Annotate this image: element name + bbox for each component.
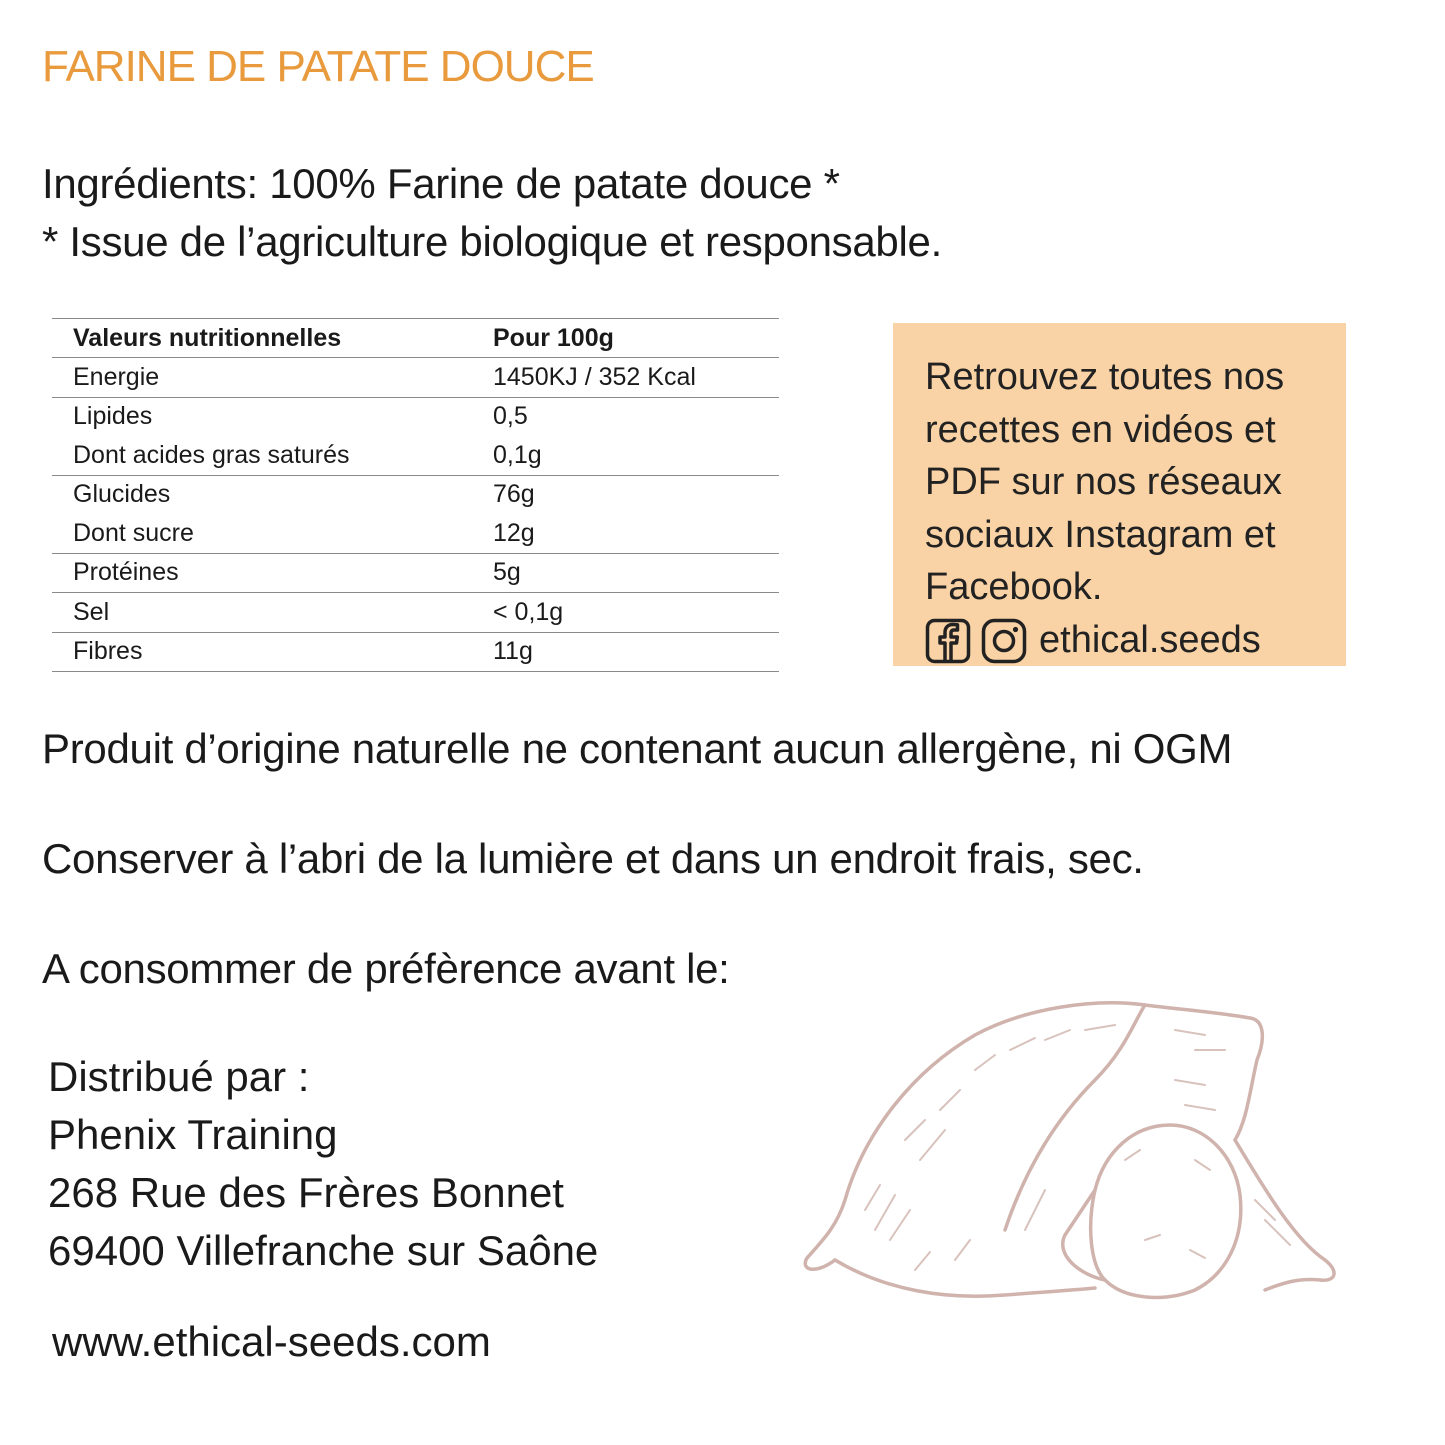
distributor-name: Phenix Training <box>48 1111 338 1158</box>
social-handle: ethical.seeds <box>1039 619 1261 661</box>
table-row <box>52 514 779 553</box>
nutrient-label: Dont acides gras saturés <box>73 440 350 469</box>
nutrient-label: Energie <box>52 358 493 398</box>
nutrient-label: Sel <box>52 593 493 633</box>
nutrient-label: Protéines <box>52 553 493 593</box>
nutrition-table <box>52 318 779 672</box>
organic-note: * Issue de l’agriculture biologique et responsable. <box>42 218 942 265</box>
sweet-potato-illustration <box>795 990 1355 1335</box>
instagram-icon[interactable] <box>981 618 1027 664</box>
promo-text: Retrouvez toutes nos recettes en vidéos et PDF sur nos réseaux sociaux Instagram et Facebook. <box>925 356 1285 608</box>
nutrient-value: 76g <box>493 475 779 514</box>
table-row <box>52 436 779 475</box>
nutrient-value: 5g <box>493 553 779 593</box>
facebook-icon[interactable] <box>925 618 971 664</box>
product-title: FARINE DE PATATE DOUCE <box>42 42 594 91</box>
ingredients-line: Ingrédients: 100% Farine de patate douce * <box>42 160 840 207</box>
table-row <box>52 553 779 593</box>
nutrient-value: 0,5 <box>493 397 779 436</box>
nutrient-value: 11g <box>493 632 779 672</box>
social-promo-box <box>893 323 1346 666</box>
distributor-block <box>48 1048 598 1280</box>
website-link[interactable]: www.ethical-seeds.com <box>52 1318 491 1365</box>
nutrient-label: Fibres <box>52 632 493 672</box>
distributor-street: 268 Rue des Frères Bonnet <box>48 1169 564 1216</box>
nutrition-header-label: Valeurs nutritionnelles <box>73 323 342 352</box>
best-before-note: A consommer de préfèrence avant le: <box>42 945 730 992</box>
nutrient-label: Lipides <box>52 397 493 436</box>
nutrition-header-value: Pour 100g <box>493 323 614 352</box>
nutrient-value: 12g <box>493 518 535 547</box>
nutrient-value: 0,1g <box>493 440 542 469</box>
table-row <box>52 397 779 436</box>
table-row <box>52 475 779 514</box>
ingredients-block <box>42 155 942 271</box>
nutrient-value: 1450KJ / 352 Kcal <box>493 358 779 398</box>
distributor-label: Distribué par : <box>48 1053 310 1100</box>
nutrient-label: Dont sucre <box>73 518 194 547</box>
table-row <box>52 358 779 398</box>
storage-note: Conserver à l’abri de la lumière et dans un endroit frais, sec. <box>42 835 1144 882</box>
social-row <box>925 618 1346 664</box>
allergen-note: Produit d’origine naturelle ne contenant aucun allergène, ni OGM <box>42 725 1233 772</box>
table-row <box>52 632 779 672</box>
nutrient-label: Glucides <box>52 475 493 514</box>
table-row <box>52 593 779 633</box>
distributor-city: 69400 Villefranche sur Saône <box>48 1227 599 1274</box>
nutrient-value: < 0,1g <box>493 593 779 633</box>
